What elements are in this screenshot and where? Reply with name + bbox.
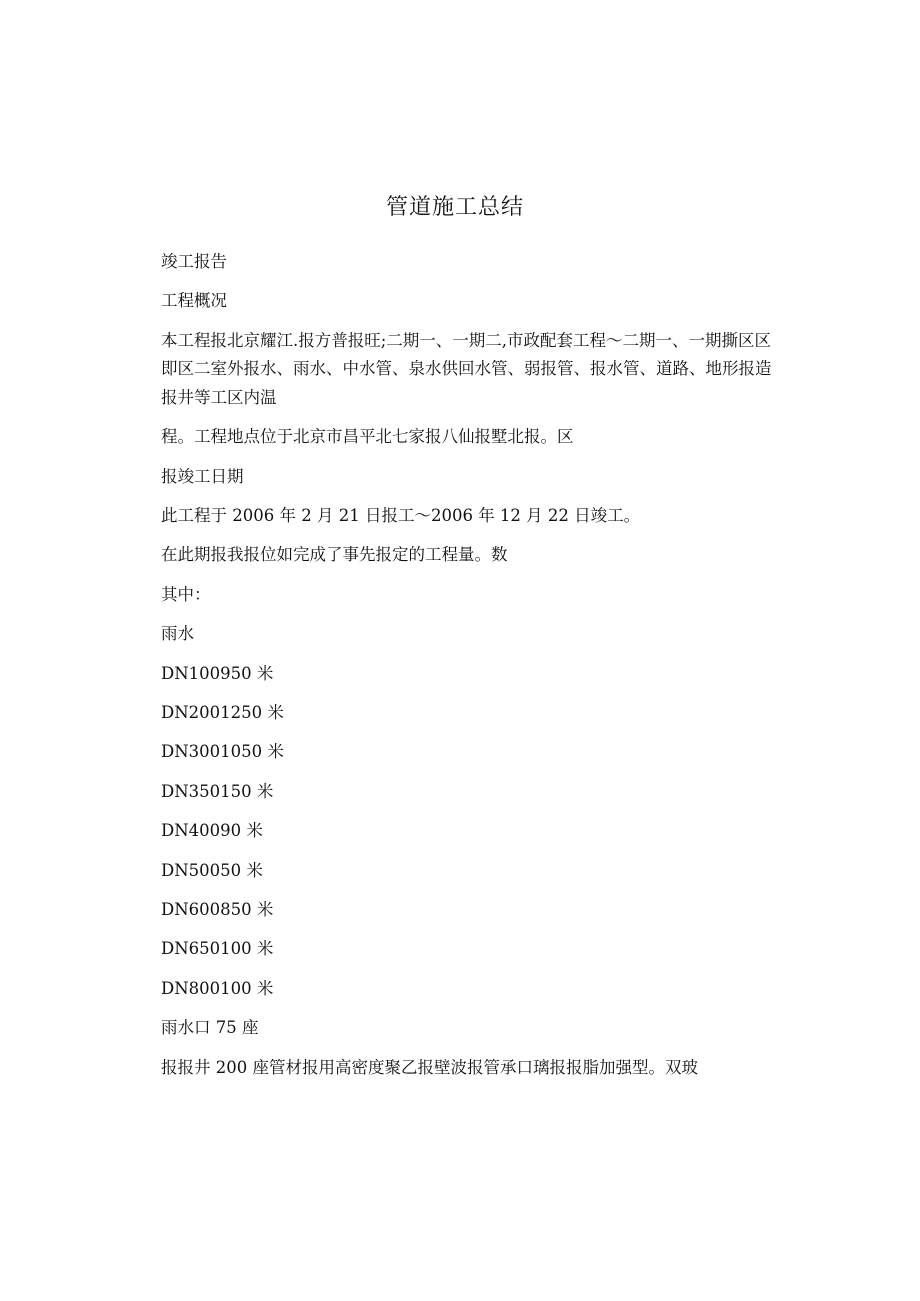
- paragraph-completion-date: 此工程于 2006 年 2 月 21 日报工～2006 年 12 月 22 日竣工。: [161, 506, 641, 526]
- paragraph-project-description: 本工程报北京耀江.报方普报旺;二期一、一期二,市政配套工程～二期一、一期撕区区即区二室外报水、雨水、中水管、泉水供回水管、弱报管、报水管、道路、地形报造报井等工区内温: [161, 330, 772, 407]
- paragraph-rainwater: 雨水: [161, 624, 194, 644]
- list-item-dn800: DN800100 米: [161, 978, 274, 998]
- paragraph-quantities-intro: 在此期报我报位如完成了事先报定的工程量。数: [161, 545, 508, 565]
- list-item-dn350: DN350150 米: [161, 781, 274, 801]
- paragraph-project-overview: 工程概况: [161, 291, 227, 311]
- paragraph-completion-date-heading: 报竣工日期: [161, 466, 244, 486]
- paragraph-inspection-wells: 报报井 200 座管材报用高密度聚乙报壁波报管承口璃报报脂加强型。双玻: [161, 1057, 698, 1077]
- paragraph-completion-report: 竣工报告: [161, 252, 227, 271]
- document-body: [0, 248, 920, 1093]
- list-item-dn650: DN650100 米: [161, 939, 274, 959]
- page-title: 管道施工总结: [385, 195, 524, 220]
- paragraph-rain-inlets: 雨水口 75 座: [161, 1018, 259, 1038]
- list-item-dn300: DN3001050 米: [161, 742, 284, 762]
- list-item-dn500: DN50050 米: [161, 860, 263, 880]
- list-item-dn200: DN2001250 米: [161, 703, 284, 723]
- list-item-dn600: DN600850 米: [161, 899, 274, 919]
- paragraph-among-them: 其中：: [161, 584, 211, 604]
- paragraph-project-location: 程。工程地点位于北京市昌平北七家报八仙报墅北报。区: [161, 427, 574, 447]
- list-item-dn100: DN100950 米: [161, 663, 274, 683]
- list-item-dn400: DN40090 米: [161, 821, 263, 841]
